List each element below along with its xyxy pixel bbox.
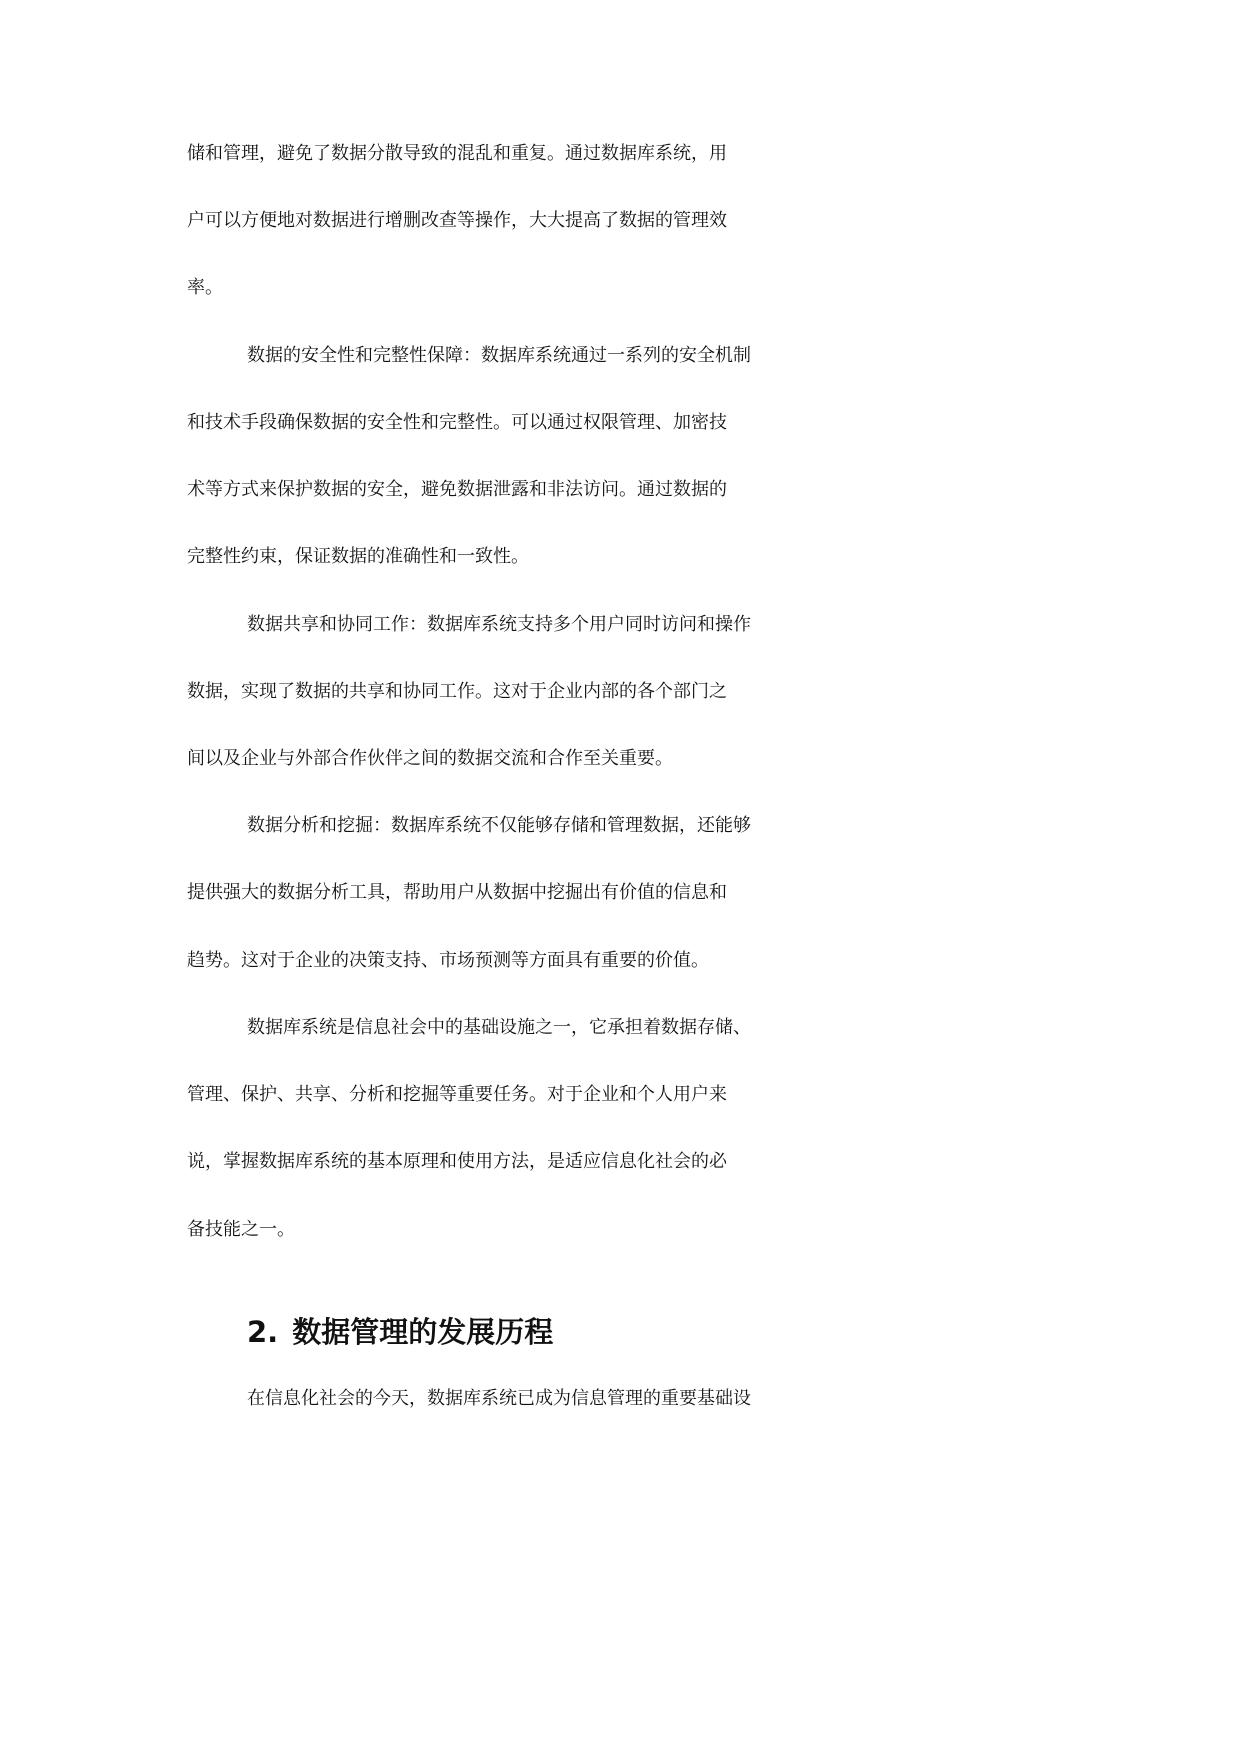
paragraph-3-line-1: 数据共享和协同工作：数据库系统支持多个用户同时访问和操作 [247,614,751,635]
paragraph-4-line-1: 数据分析和挖掘：数据库系统不仅能够存储和管理数据，还能够 [247,815,751,836]
section-number: 2. [247,1315,279,1349]
section-title: 数据管理的发展历程 [292,1315,554,1349]
paragraph-3-line-2: 数据，实现了数据的共享和协同工作。这对于企业内部的各个部门之 [187,681,727,702]
paragraph-2-line-3: 术等方式来保护数据的安全，避免数据泄露和非法访问。通过数据的 [187,479,727,500]
paragraph-1-line-1: 储和管理，避免了数据分散导致的混乱和重复。通过数据库系统，用 [187,143,727,164]
paragraph-5-line-1: 数据库系统是信息社会中的基础设施之一，它承担着数据存储、 [247,1017,751,1038]
paragraph-4-line-3: 趋势。这对于企业的决策支持、市场预测等方面具有重要的价值。 [187,950,709,971]
paragraph-6-line-1: 在信息化社会的今天，数据库系统已成为信息管理的重要基础设 [247,1388,751,1409]
paragraph-2-line-2: 和技术手段确保数据的安全性和完整性。可以通过权限管理、加密技 [187,412,727,433]
paragraph-1-line-3: 率。 [187,277,223,298]
paragraph-3-line-3: 间以及企业与外部合作伙伴之间的数据交流和合作至关重要。 [187,748,673,769]
paragraph-2-line-1: 数据的安全性和完整性保障：数据库系统通过一系列的安全机制 [247,345,751,366]
paragraph-5-line-2: 管理、保护、共享、分析和挖掘等重要任务。对于企业和个人用户来 [187,1084,727,1105]
section-heading [247,1312,553,1352]
paragraph-1-line-2: 户可以方便地对数据进行增删改查等操作，大大提高了数据的管理效 [187,210,727,231]
paragraph-4-line-2: 提供强大的数据分析工具，帮助用户从数据中挖掘出有价值的信息和 [187,882,727,903]
paragraph-5-line-3: 说，掌握数据库系统的基本原理和使用方法，是适应信息化社会的必 [187,1151,727,1172]
paragraph-5-line-4: 备技能之一。 [187,1219,295,1240]
paragraph-2-line-4: 完整性约束，保证数据的准确性和一致性。 [187,546,529,567]
